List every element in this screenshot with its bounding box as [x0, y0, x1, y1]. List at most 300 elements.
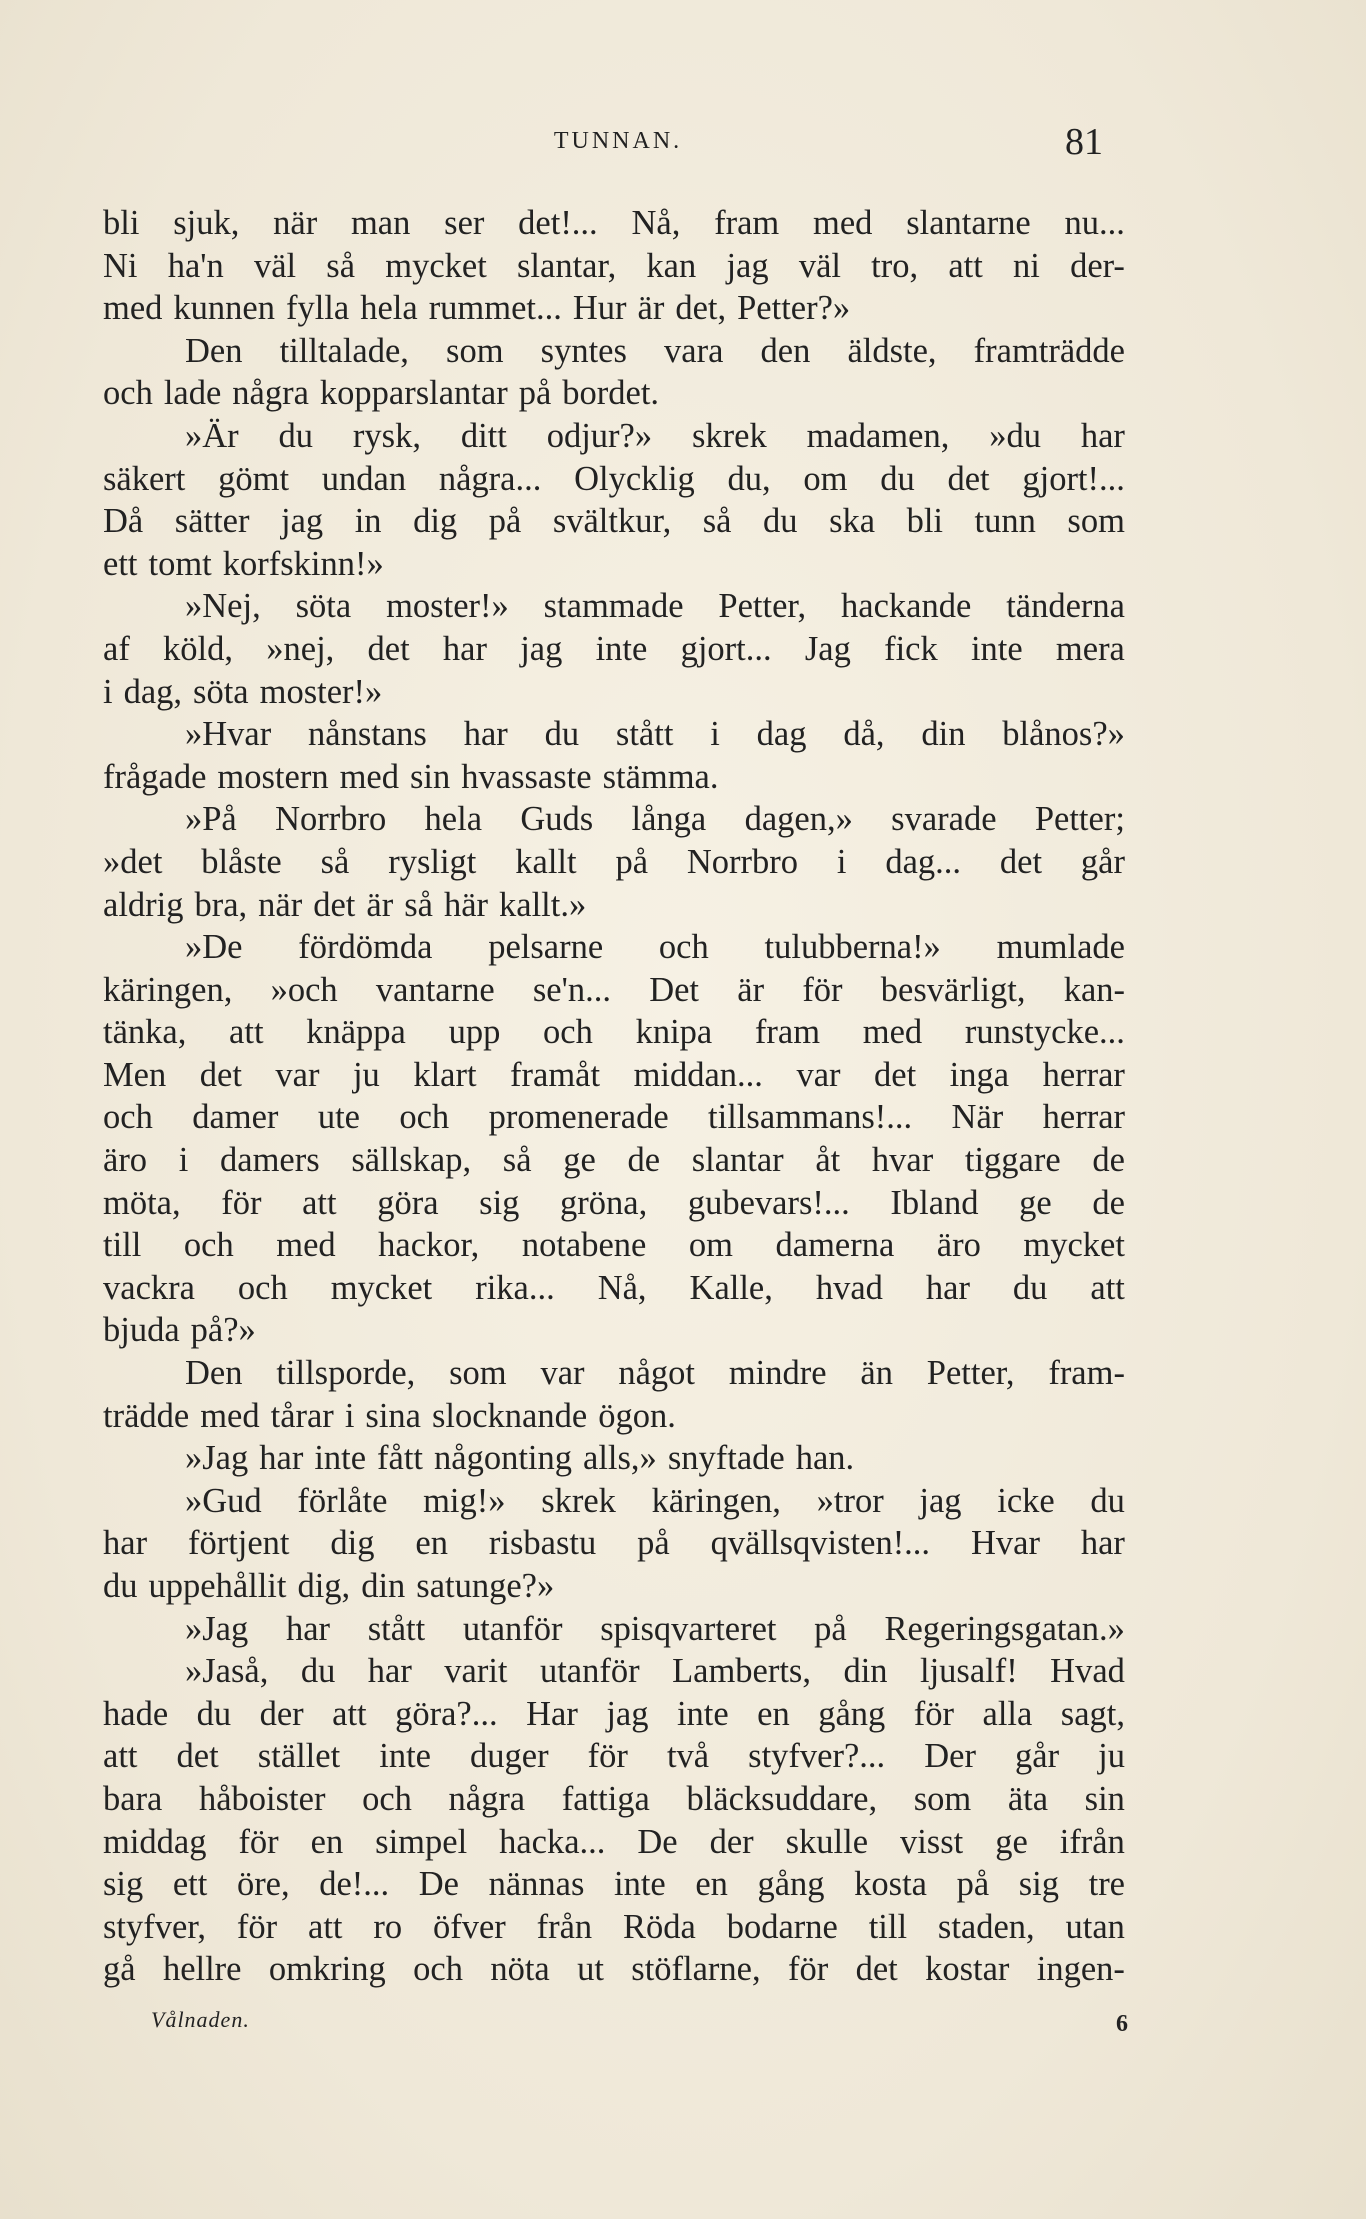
word: din: [361, 1567, 406, 1605]
word: ska: [829, 502, 876, 541]
text-line: [103, 1011, 1125, 1054]
word: går: [1080, 842, 1125, 881]
text-line: [103, 1096, 1125, 1139]
text-line: [103, 1693, 1125, 1736]
word: det: [947, 459, 990, 498]
word: »nej,: [266, 629, 335, 668]
text-line: [103, 756, 1125, 799]
word: i: [344, 1396, 355, 1435]
word: mycket: [1023, 1226, 1125, 1265]
word: det: [874, 1055, 917, 1094]
text-line: [103, 1309, 1125, 1352]
word: Hur: [572, 289, 627, 328]
word: framåt: [510, 1055, 601, 1094]
word: De: [418, 1865, 459, 1904]
word: inte: [379, 1737, 431, 1776]
word: Hvar: [970, 1524, 1040, 1563]
word: slantar,: [517, 246, 617, 285]
word: några: [232, 374, 309, 413]
word: nännas: [488, 1865, 585, 1904]
word: några: [448, 1779, 526, 1818]
word: Norrbro: [686, 842, 799, 881]
word: när: [258, 885, 303, 924]
word: uppehållit: [148, 1567, 287, 1605]
word: skrek: [541, 1481, 616, 1520]
text-line: [103, 1480, 1125, 1523]
word: jag: [919, 1481, 962, 1520]
text-line: [103, 372, 1125, 415]
text-line: [103, 458, 1125, 501]
word: Men: [103, 1055, 167, 1094]
word: framträdde: [973, 331, 1125, 370]
word: var: [275, 1055, 320, 1094]
word: har: [285, 1609, 330, 1648]
word: på: [488, 502, 522, 541]
text-line: [103, 1182, 1125, 1225]
word: för: [238, 1822, 279, 1861]
text-line: [103, 1821, 1125, 1864]
word: kan: [646, 246, 697, 285]
word: köld,: [163, 629, 234, 668]
word: spisqvarteret: [600, 1609, 777, 1648]
word: för: [221, 1183, 262, 1222]
word: sagt,: [1060, 1694, 1125, 1733]
word: Kalle,: [689, 1268, 773, 1307]
text-line: [103, 713, 1125, 756]
word: än: [860, 1354, 893, 1393]
word: den: [760, 331, 811, 370]
running-head: [103, 121, 1103, 178]
word: de: [627, 1141, 661, 1180]
word: bodarne: [726, 1907, 838, 1946]
word: herrar: [1042, 1055, 1125, 1094]
word: att: [332, 1694, 367, 1733]
text-line: [103, 500, 1125, 543]
word: jag: [726, 246, 769, 285]
word: ni: [1013, 246, 1040, 285]
word: din: [843, 1652, 888, 1691]
text-line: [103, 628, 1125, 671]
word: långa: [631, 800, 707, 839]
word: med: [339, 757, 399, 796]
word: det: [855, 1950, 898, 1989]
word: bjuda: [103, 1311, 180, 1350]
text-line: [103, 1139, 1125, 1182]
word: på: [615, 842, 649, 881]
word: tilltalade,: [279, 331, 409, 370]
word: är: [366, 885, 394, 924]
word: mycket: [330, 1268, 433, 1307]
word: tårar: [270, 1396, 334, 1435]
word: Petter;: [1034, 800, 1125, 839]
word: hade: [103, 1694, 169, 1733]
word: går: [1015, 1737, 1060, 1776]
word: Petter,: [926, 1354, 1015, 1393]
word: vara: [664, 331, 724, 370]
word: ge: [995, 1822, 1028, 1861]
word: mumlade: [996, 928, 1125, 967]
word: käringen,: [651, 1481, 781, 1520]
word: skulle: [785, 1822, 869, 1861]
word: som: [913, 1779, 972, 1818]
word: styfver?...: [748, 1737, 886, 1776]
word: der: [709, 1822, 754, 1861]
word: och: [103, 1098, 153, 1137]
word: Ibland: [890, 1183, 979, 1222]
text-line: [103, 798, 1125, 841]
word: så: [320, 842, 350, 881]
word: att: [948, 246, 983, 285]
word: hvad: [815, 1268, 883, 1307]
word: så: [702, 502, 732, 541]
word: visst: [899, 1822, 964, 1861]
word: har: [1080, 1524, 1125, 1563]
word: kallt.»: [499, 885, 587, 924]
word: upp: [448, 1013, 501, 1052]
text-line: [103, 1778, 1125, 1821]
word: slocknande: [431, 1396, 588, 1435]
word: söta: [295, 587, 352, 626]
word: odjur?»: [546, 416, 653, 455]
word: damer: [192, 1098, 279, 1137]
word: svältkur,: [552, 502, 672, 541]
word: dig: [330, 1524, 375, 1563]
word: der-: [1070, 246, 1125, 285]
word: rummet...: [428, 289, 562, 328]
word: du: [763, 502, 798, 541]
word: knipa: [635, 1013, 713, 1052]
word: »Nej,: [185, 587, 261, 626]
word: Norrbro: [275, 800, 387, 839]
word: lade: [163, 374, 222, 413]
word: nu...: [1064, 204, 1125, 242]
word: sina: [365, 1396, 421, 1435]
word: inte: [314, 1439, 367, 1478]
word: sällskap,: [351, 1141, 472, 1180]
word: stått: [367, 1609, 426, 1648]
text-line: [103, 1608, 1125, 1651]
word: De: [637, 1822, 678, 1861]
word: och: [103, 374, 153, 413]
word: du: [196, 1694, 232, 1733]
text-line: [103, 1395, 1125, 1438]
word: Petter,: [718, 587, 807, 626]
text-line: [103, 926, 1125, 969]
word: tunn: [974, 502, 1036, 541]
word: gubevars!...: [687, 1183, 850, 1222]
word: gång: [818, 1694, 886, 1733]
word: bara: [103, 1779, 163, 1818]
word: som: [446, 331, 504, 370]
word: man: [350, 204, 411, 242]
word: blåste: [201, 842, 282, 881]
word: Lamberts,: [672, 1652, 811, 1691]
word: så: [326, 246, 356, 285]
word: så: [404, 885, 433, 924]
word: för: [913, 1694, 955, 1733]
word: bra,: [194, 885, 248, 924]
word: på: [637, 1524, 670, 1563]
word: de: [1092, 1183, 1125, 1222]
text-line: [103, 1437, 1125, 1480]
word: i: [710, 715, 720, 754]
word: förlåte: [297, 1481, 388, 1520]
word: bordet.: [562, 374, 660, 413]
word: trädde: [103, 1396, 190, 1435]
word: se'n...: [532, 970, 611, 1009]
word: aldrig: [103, 885, 184, 924]
word: ett: [172, 1865, 208, 1904]
word: det: [199, 1055, 242, 1094]
word: »De: [185, 928, 243, 967]
word: väl: [798, 246, 841, 285]
word: att: [308, 1907, 343, 1946]
word: på?»: [190, 1311, 256, 1350]
word: fått: [377, 1439, 424, 1478]
word: stöflarne,: [631, 1950, 761, 1989]
word: du: [278, 416, 314, 455]
word: är: [737, 970, 765, 1009]
word: Nå,: [631, 204, 681, 242]
text-line: [103, 884, 1125, 927]
word: ha'n: [167, 246, 224, 285]
word: ut: [577, 1950, 604, 1989]
word: ingen-: [1036, 1950, 1125, 1989]
word: fattiga: [561, 1779, 650, 1818]
word: som: [1067, 502, 1125, 541]
word: och: [399, 1098, 450, 1137]
word: äro: [936, 1226, 981, 1265]
word: svarade: [891, 800, 997, 839]
word: och: [362, 1779, 412, 1818]
word: gjort...: [680, 629, 772, 668]
word: har: [367, 1652, 412, 1691]
word: frågade: [103, 757, 207, 796]
word: inte: [970, 629, 1023, 668]
word: ge: [563, 1141, 596, 1180]
word: från: [536, 1907, 593, 1946]
word: omkring: [268, 1950, 386, 1989]
word: duger: [470, 1737, 549, 1776]
word: satunge?»: [416, 1567, 555, 1605]
word: kosta: [854, 1865, 927, 1904]
word: »och: [270, 970, 338, 1009]
word: slantar: [691, 1141, 784, 1180]
word: promenerade: [488, 1098, 669, 1137]
word: »tror: [816, 1481, 884, 1520]
word: som: [449, 1354, 507, 1393]
word: När: [951, 1098, 1004, 1137]
word: varit: [444, 1652, 508, 1691]
word: gå: [103, 1950, 136, 1989]
word: Ni: [103, 246, 138, 285]
word: in: [354, 502, 382, 541]
word: fram-: [1048, 1354, 1125, 1393]
word: slantarne: [906, 204, 1031, 242]
word: i: [103, 672, 113, 711]
word: dig: [413, 502, 458, 541]
word: med: [276, 1226, 336, 1265]
running-title: TUNNAN.: [553, 128, 683, 154]
word: af: [103, 629, 130, 668]
word: väl: [253, 246, 297, 285]
word: stått: [615, 715, 674, 754]
word: äldste,: [847, 331, 937, 370]
word: skrek: [691, 416, 767, 455]
word: på: [518, 374, 552, 413]
word: några...: [438, 459, 542, 498]
word: tulubberna!»: [764, 928, 941, 967]
word: moster!»: [259, 672, 383, 711]
text-line: [103, 1948, 1125, 1991]
word: ute: [317, 1098, 360, 1137]
word: stämma.: [602, 757, 719, 796]
word: »Är: [185, 416, 239, 455]
word: äta: [1007, 1779, 1049, 1818]
word: herrar: [1042, 1098, 1125, 1137]
word: att: [1090, 1268, 1125, 1307]
word: det,: [675, 289, 727, 328]
word: en: [415, 1524, 448, 1563]
word: och: [237, 1268, 288, 1307]
word: äro: [103, 1141, 148, 1180]
word: tillsporde,: [276, 1354, 416, 1393]
text-line: [103, 969, 1125, 1012]
word: kopparslantar: [319, 374, 508, 413]
word: du: [1012, 1268, 1048, 1307]
word: har: [103, 1524, 148, 1563]
text-line: [103, 1054, 1125, 1097]
word: är: [637, 289, 665, 328]
word: bli: [103, 204, 140, 242]
word: Röda: [623, 1907, 696, 1946]
word: bli: [906, 502, 944, 541]
word: om: [803, 459, 848, 498]
word: du: [880, 459, 915, 498]
word: inte: [676, 1694, 729, 1733]
word: tillsammans!...: [708, 1098, 913, 1137]
word: det: [313, 885, 356, 924]
word: när: [273, 204, 318, 242]
word: alls,»: [583, 1439, 657, 1478]
text-line: [103, 543, 1125, 586]
word: sätter: [174, 502, 250, 541]
word: rika...: [475, 1268, 555, 1307]
word: om: [688, 1226, 733, 1265]
word: korfskinn!»: [222, 544, 384, 583]
body-text: [103, 202, 1125, 1991]
word: »Jag: [185, 1439, 249, 1478]
word: du: [544, 715, 580, 754]
word: hela: [424, 800, 483, 839]
word: det: [999, 842, 1043, 881]
word: mycket: [385, 246, 487, 285]
word: kunnen: [173, 289, 275, 328]
word: damerna: [775, 1226, 895, 1265]
word: med: [103, 289, 163, 328]
word: bläcksuddare,: [686, 1779, 878, 1818]
word: inte: [613, 1865, 666, 1904]
word: ro: [373, 1907, 403, 1946]
word: pelsarne: [488, 928, 604, 967]
word: fick: [884, 629, 938, 668]
word: blånos?»: [1002, 715, 1125, 754]
word: dag: [756, 715, 807, 754]
word: att: [302, 1183, 337, 1222]
word: möta,: [103, 1183, 181, 1222]
word: besvärligt,: [880, 970, 1026, 1009]
word: för: [787, 1950, 829, 1989]
word: knäppa: [306, 1013, 406, 1052]
word: har: [442, 629, 487, 668]
word: utanför: [539, 1652, 640, 1691]
word: Der: [924, 1737, 976, 1776]
word: snyftade: [667, 1439, 785, 1478]
word: de!...: [319, 1865, 390, 1904]
word: mera: [1055, 629, 1125, 668]
word: fram: [714, 204, 780, 242]
word: en: [310, 1822, 344, 1861]
word: sin: [409, 757, 451, 796]
word: fram: [754, 1013, 821, 1052]
word: ju: [352, 1055, 380, 1094]
word: du,: [727, 459, 771, 498]
word: risbastu: [488, 1524, 597, 1563]
word: då,: [843, 715, 885, 754]
word: Regeringsgatan.»: [884, 1609, 1125, 1648]
word: du: [1090, 1481, 1125, 1520]
word: Det: [649, 970, 700, 1009]
text-line: [103, 1352, 1125, 1395]
word: kostar: [925, 1950, 1010, 1989]
word: ge: [1019, 1183, 1052, 1222]
word: här: [443, 885, 489, 924]
word: stammade: [543, 587, 684, 626]
word: det: [367, 629, 410, 668]
word: till: [103, 1226, 142, 1265]
text-line: [103, 1863, 1125, 1906]
word: och: [543, 1013, 593, 1052]
word: jag: [606, 1694, 649, 1733]
word: damers: [220, 1141, 320, 1180]
word: rysk,: [352, 416, 421, 455]
word: göra: [377, 1183, 439, 1222]
word: gjort!...: [1022, 459, 1125, 498]
word: så: [502, 1141, 532, 1180]
word: »Hvar: [185, 715, 272, 754]
text-line: [103, 202, 1125, 245]
word: det!...: [518, 204, 598, 242]
word: ett: [103, 544, 138, 583]
word: dagen,»: [744, 800, 853, 839]
word: Har: [526, 1694, 578, 1733]
text-line: [103, 415, 1125, 458]
word: sig: [103, 1865, 144, 1904]
word: de: [1092, 1141, 1125, 1180]
word: det: [176, 1737, 219, 1776]
word: jag: [520, 629, 563, 668]
word: syntes: [540, 331, 627, 370]
word: »det: [103, 842, 163, 881]
word: staden,: [937, 1907, 1035, 1946]
word: för: [802, 970, 843, 1009]
word: nöta: [490, 1950, 550, 1989]
word: Hvad: [1050, 1652, 1125, 1691]
word: din: [921, 715, 966, 754]
word: utanför: [462, 1609, 563, 1648]
word: göra?...: [395, 1694, 498, 1733]
word: Olycklig: [574, 459, 695, 498]
